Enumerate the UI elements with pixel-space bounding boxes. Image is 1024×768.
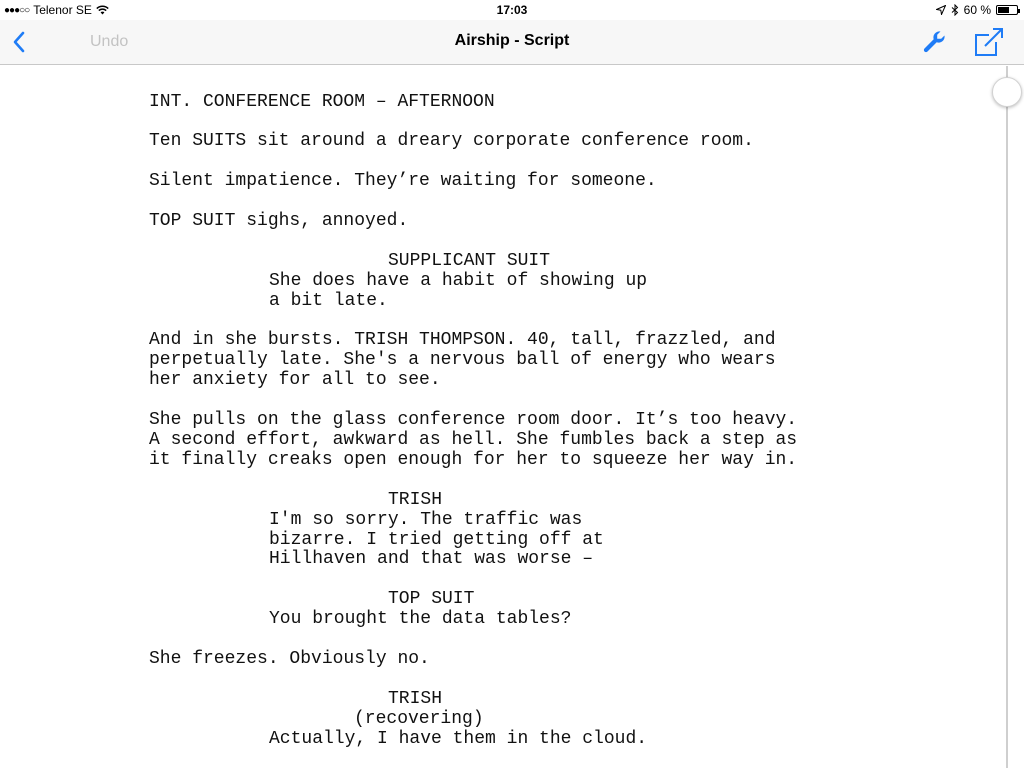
character-name[interactable]: TRISH: [388, 490, 443, 510]
character-name[interactable]: TRISH: [388, 689, 443, 709]
dialogue-line[interactable]: bizarre. I tried getting off at: [269, 530, 604, 550]
scrollbar-track[interactable]: [1006, 66, 1008, 768]
character-name[interactable]: SUPPLICANT SUIT: [388, 251, 551, 271]
location-arrow-icon: [936, 5, 946, 15]
bluetooth-icon: [951, 4, 959, 16]
action-line[interactable]: She freezes. Obviously no.: [149, 649, 430, 669]
action-line[interactable]: She pulls on the glass conference room door. It’s too heavy.: [149, 410, 798, 430]
dialogue-line[interactable]: Actually, I have them in the cloud.: [269, 729, 648, 749]
battery-percent: 60 %: [963, 3, 991, 17]
action-line[interactable]: A second effort, awkward as hell. She fumbles back a step as: [149, 430, 798, 450]
action-line[interactable]: Ten SUITS sit around a dreary corporate conference room.: [149, 131, 754, 151]
scrollbar-thumb[interactable]: [992, 77, 1022, 107]
navigation-bar: [0, 20, 1024, 65]
clock: 17:03: [496, 3, 528, 17]
share-icon[interactable]: [972, 26, 1006, 58]
dialogue-line[interactable]: a bit late.: [269, 291, 388, 311]
action-line[interactable]: perpetually late. She's a nervous ball of energy who wears: [149, 350, 776, 370]
page-title: Airship - Script: [454, 32, 570, 49]
dialogue-line[interactable]: You brought the data tables?: [269, 609, 572, 629]
script-editor[interactable]: [0, 66, 990, 768]
battery-fill: [998, 7, 1009, 13]
battery-icon: [996, 5, 1018, 15]
action-line[interactable]: Silent impatience. They’re waiting for someone.: [149, 171, 657, 191]
status-bar: [0, 0, 1024, 20]
carrier-name: Telenor SE: [33, 3, 92, 17]
action-line[interactable]: And in she bursts. TRISH THOMPSON. 40, tall, frazzled, and: [149, 330, 776, 350]
status-right: [936, 3, 1018, 17]
dialogue-line[interactable]: She does have a habit of showing up: [269, 271, 648, 291]
dialogue-line[interactable]: Hillhaven and that was worse –: [269, 549, 594, 569]
parenthetical-line[interactable]: (recovering): [354, 709, 484, 729]
signal-strength: ●●●○○: [4, 4, 30, 16]
wrench-icon[interactable]: [920, 28, 948, 56]
action-line[interactable]: her anxiety for all to see.: [149, 370, 441, 390]
undo-button[interactable]: Undo: [90, 33, 129, 50]
scene-heading[interactable]: INT. CONFERENCE ROOM – AFTERNOON: [149, 92, 495, 112]
action-line[interactable]: it finally creaks open enough for her to squeeze her way in.: [149, 450, 798, 470]
action-line[interactable]: TOP SUIT sighs, annoyed.: [149, 211, 409, 231]
dialogue-line[interactable]: I'm so sorry. The traffic was: [269, 510, 583, 530]
character-name[interactable]: TOP SUIT: [388, 589, 475, 609]
